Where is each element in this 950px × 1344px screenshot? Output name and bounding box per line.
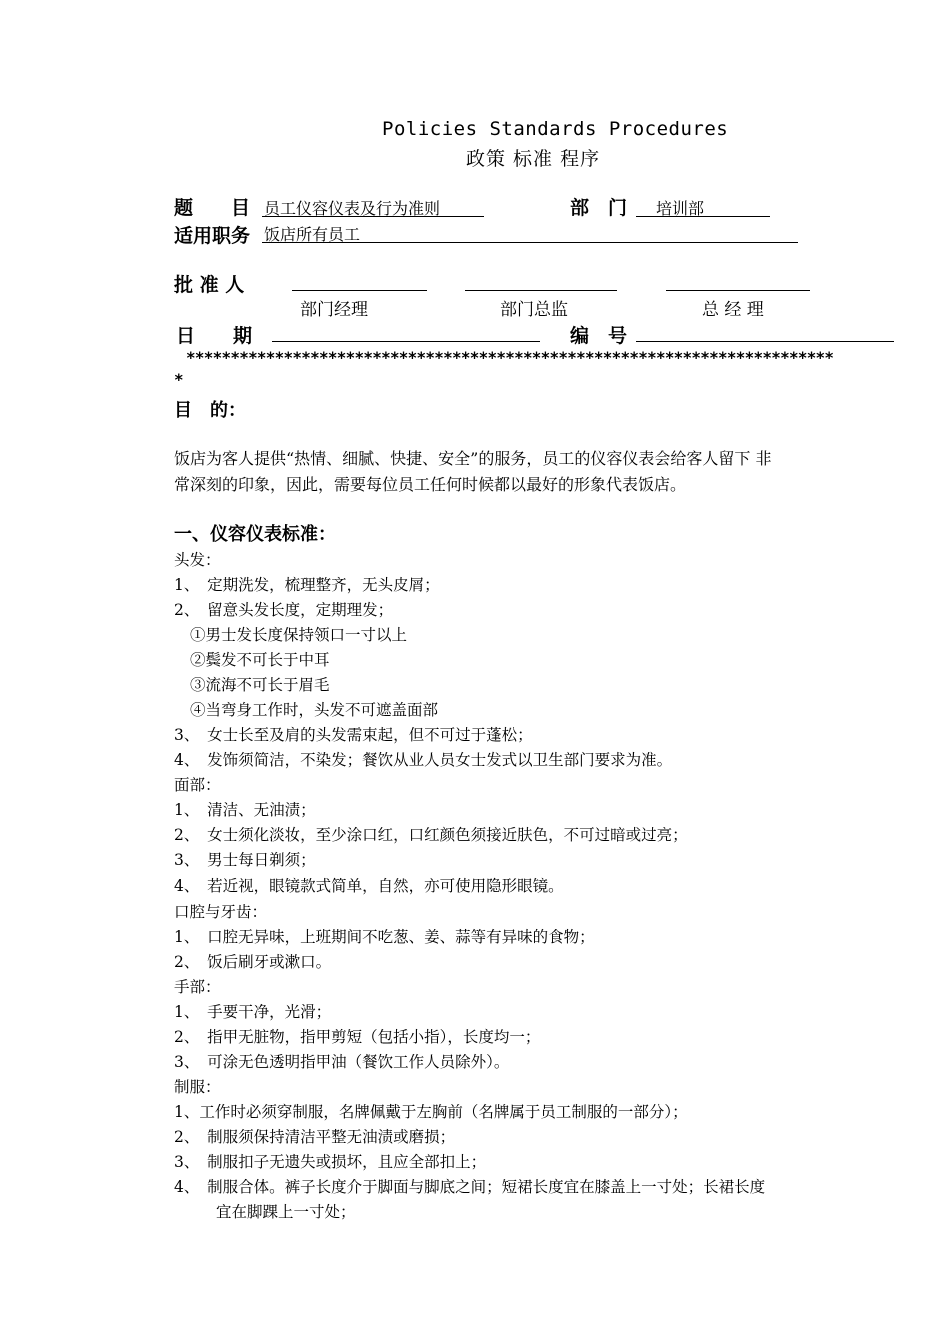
scope-underline [262, 242, 798, 243]
section-heading-appearance: 一、仪容仪表标准： [174, 524, 336, 545]
separator-stars: ************************************************************************* [186, 348, 834, 367]
list-item: 3、 可涂无色透明指甲油（餐饮工作人员除外）。 [174, 1053, 510, 1071]
list-item: 2、 饭后刷牙或漱口。 [174, 953, 332, 971]
sub-list-item: ②鬓发不可长于中耳 [190, 651, 330, 669]
list-item: 3、 男士每日剃须； [174, 851, 316, 869]
department-label: 部 门 [570, 197, 628, 219]
list-item: 1、工作时必须穿制服，名牌佩戴于左胸前（名牌属于员工制服的一部分）； [174, 1103, 688, 1121]
sub-list-item: ①男士发长度保持领口一寸以上 [190, 626, 408, 644]
list-item: 2、 女士须化淡妆，至少涂口红，口红颜色须接近肤色，不可过暗或过亮； [174, 826, 688, 844]
list-item: 1、 口腔无异味，上班期间不吃葱、姜、蒜等有异味的食物； [174, 928, 595, 946]
list-item: 4、 若近视，眼镜款式简单，自然，亦可使用隐形眼镜。 [174, 877, 564, 895]
purpose-heading: 目 的： [174, 400, 246, 421]
subject-underline [262, 216, 484, 217]
date-underline [272, 341, 540, 342]
purpose-text-line-1: 饭店为客人提供“热情、细腻、快捷、安全”的服务，员工的仪容仪表会给客人留下 非 [174, 449, 772, 468]
list-item: 2、 制服须保持清洁平整无油渍或磨损； [174, 1128, 456, 1146]
subheading-hands: 手部： [174, 978, 221, 996]
list-item: 4、 制服合体。裤子长度介于脚面与脚底之间；短裙长度宜在膝盖上一寸处；长裙长度 [174, 1178, 766, 1196]
subject-label: 题 目 [174, 197, 251, 219]
number-underline [636, 341, 894, 342]
signature-line-3 [666, 290, 810, 291]
title-english: Policies Standards Procedures [382, 118, 729, 140]
list-item-continuation: 宜在脚踝上一寸处； [216, 1203, 356, 1221]
subject-value: 员工仪容仪表及行为准则 [264, 199, 441, 218]
purpose-text-line-2: 常深刻的印象，因此，需要每位员工任何时候都以最好的形象代表饭店。 [174, 475, 687, 494]
list-item: 3、 制服扣子无遗失或损坏，且应全部扣上； [174, 1153, 487, 1171]
list-item: 1、 清洁、无油渍； [174, 801, 316, 819]
subheading-hair: 头发： [174, 551, 221, 569]
list-item: 3、 女士长至及肩的头发需束起，但不可过于蓬松； [174, 726, 533, 744]
separator-stars-wrap: * [174, 370, 183, 389]
list-item: 2、 留意头发长度，定期理发； [174, 601, 394, 619]
sub-list-item: ③流海不可长于眉毛 [190, 676, 330, 694]
scope-label: 适用职务 [174, 225, 251, 247]
department-value: 培训部 [656, 199, 705, 218]
signature-line-2 [465, 290, 617, 291]
signer-dept-manager: 部门经理 [300, 300, 368, 320]
subheading-uniform: 制服： [174, 1078, 221, 1096]
list-item: 1、 定期洗发，梳理整齐，无头皮屑； [174, 576, 440, 594]
list-item: 1、 手要干净，光滑； [174, 1003, 332, 1021]
number-label: 编 号 [570, 325, 628, 347]
approval-label: 批 准 人 [174, 274, 245, 296]
date-label: 日 期 [176, 325, 253, 347]
subheading-mouth: 口腔与牙齿： [174, 903, 268, 921]
subheading-face: 面部： [174, 776, 221, 794]
title-chinese: 政策 标准 程序 [466, 148, 601, 170]
scope-value: 饭店所有员工 [264, 225, 361, 244]
sub-list-item: ④当弯身工作时，头发不可遮盖面部 [190, 701, 439, 719]
department-underline [636, 216, 770, 217]
list-item: 2、 指甲无脏物，指甲剪短（包括小指），长度均一； [174, 1028, 541, 1046]
signer-general-manager: 总 经 理 [702, 300, 764, 320]
signature-line-1 [292, 290, 427, 291]
list-item: 4、 发饰须简洁，不染发；餐饮从业人员女士发式以卫生部门要求为准。 [174, 751, 673, 769]
signer-dept-director: 部门总监 [500, 300, 568, 320]
